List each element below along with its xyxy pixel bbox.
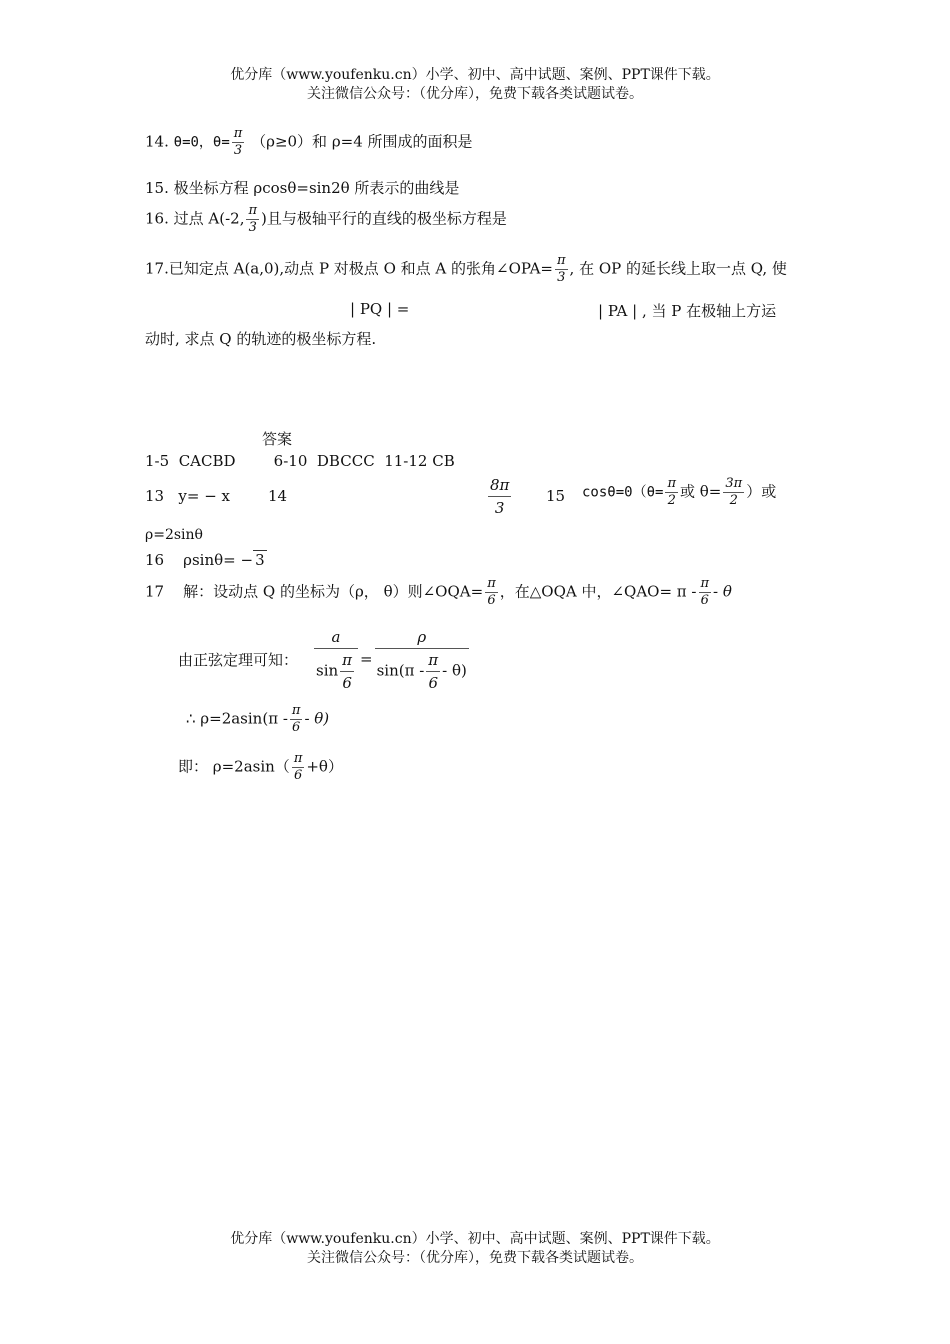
answer-15-fraction-1: $\frac{\pi}{2}$ [667, 476, 676, 508]
result-line: 即： ρ=2asin（ $\frac{\pi}{6}$ +θ） [178, 751, 343, 783]
q17-line-3: 动时, 求点 Q 的轨迹的极坐标方程. [145, 330, 377, 348]
answer-15-line-2: ρ=2sinθ [145, 527, 203, 543]
answer-17-fraction-1: $\frac{\pi}{6}$ [487, 576, 496, 608]
answer-15 [582, 476, 776, 509]
therefore-line: ∴ ρ=2asin(π - $\frac{\pi}{6}$ - θ) [186, 703, 330, 735]
answer-15-mid: 或 θ= [679, 482, 722, 501]
law-lhs-fraction: a sin $\frac{\pi}{6}$ [314, 626, 358, 694]
q14-number: 14. [145, 132, 169, 151]
header-line-1: 优分库（www.youfenku.cn）小学、初中、高中试题、案例、PPT课件下载。 [230, 67, 720, 83]
q14-fraction: $\frac{\pi}{3}$ [233, 126, 243, 158]
answer-16: 16 ρsinθ= − 3 [145, 551, 265, 569]
answers-line-1: 1-5 CACBD 6-10 DBCCC 11-12 CB [145, 452, 455, 470]
law-rhs-fraction: ρ sin(π - $\frac{\pi}{6}$ - θ) [376, 628, 467, 692]
answer-15-label: 15 [546, 487, 566, 505]
question-15: 15. 极坐标方程 ρcosθ=sin2θ 所表示的曲线是 [145, 179, 460, 197]
q17-text-b: , 在 OP 的延长线上取一点 Q, 使 [569, 259, 787, 278]
answer-15-end: ）或 [746, 482, 777, 501]
answer-17: 17 解：设动点 Q 的坐标为（ρ， θ）则∠OQA= $\frac{\pi}{6}$ ，在△OQA 中，∠QAO= π - $\frac{\pi}{6}$ - θ [145, 576, 732, 608]
result-fraction: $\frac{\pi}{6}$ [293, 751, 303, 783]
answer-14-fraction: $\frac{8\pi}{3}$ [490, 476, 510, 517]
q16-text-a: 16. 过点 A(-2, [145, 209, 245, 228]
question-16 [145, 203, 507, 236]
q17-fraction: $\frac{\pi}{3}$ [557, 253, 566, 285]
answer-17-fraction-2: $\frac{\pi}{6}$ [700, 576, 710, 608]
therefore-fraction: $\frac{\pi}{6}$ [291, 703, 301, 735]
answers-title: 答案 [262, 430, 293, 448]
header-line-2: 关注微信公众号：（优分库），免费下载各类试题试卷。 [307, 86, 643, 102]
q17-pq-text: | PQ | = [350, 300, 410, 318]
footer-line-2: 关注微信公众号：（优分库），免费下载各类试题试卷。 [307, 1250, 643, 1266]
question-17-line-1 [145, 253, 787, 286]
answer-15-text: cosθ=0（θ= [582, 484, 664, 501]
q17-text-a: 17.已知定点 A(a,0),动点 P 对极点 O 和点 A 的张角∠OPA= [145, 259, 553, 278]
sine-law-label: 由正弦定理可知： [178, 651, 299, 669]
q14-text-b: （ρ≥0）和 ρ=4 所围成的面积是 [251, 132, 473, 151]
answer-15-fraction-2: $\frac{3\pi}{2}$ [725, 476, 743, 508]
q14-text-a: θ=0，θ= [173, 134, 230, 151]
q16-text-b: )且与极轴平行的直线的极坐标方程是 [261, 209, 507, 228]
footer-line-1: 优分库（www.youfenku.cn）小学、初中、高中试题、案例、PPT课件下载。 [230, 1231, 720, 1247]
sine-law-equation: a sin $\frac{\pi}{6}$ = ρ sin(π - $\frac{\pi}{6}$ - θ) [316, 628, 467, 692]
answer-13: 13 y= − x [145, 487, 230, 505]
q17-pa-text: | PA | , 当 P 在极轴上方运 [598, 302, 777, 320]
sqrt-3: 3 [255, 551, 265, 569]
answer-14-label: 14 [268, 487, 288, 505]
q16-fraction: $\frac{\pi}{3}$ [248, 203, 258, 235]
question-14 [145, 126, 473, 159]
